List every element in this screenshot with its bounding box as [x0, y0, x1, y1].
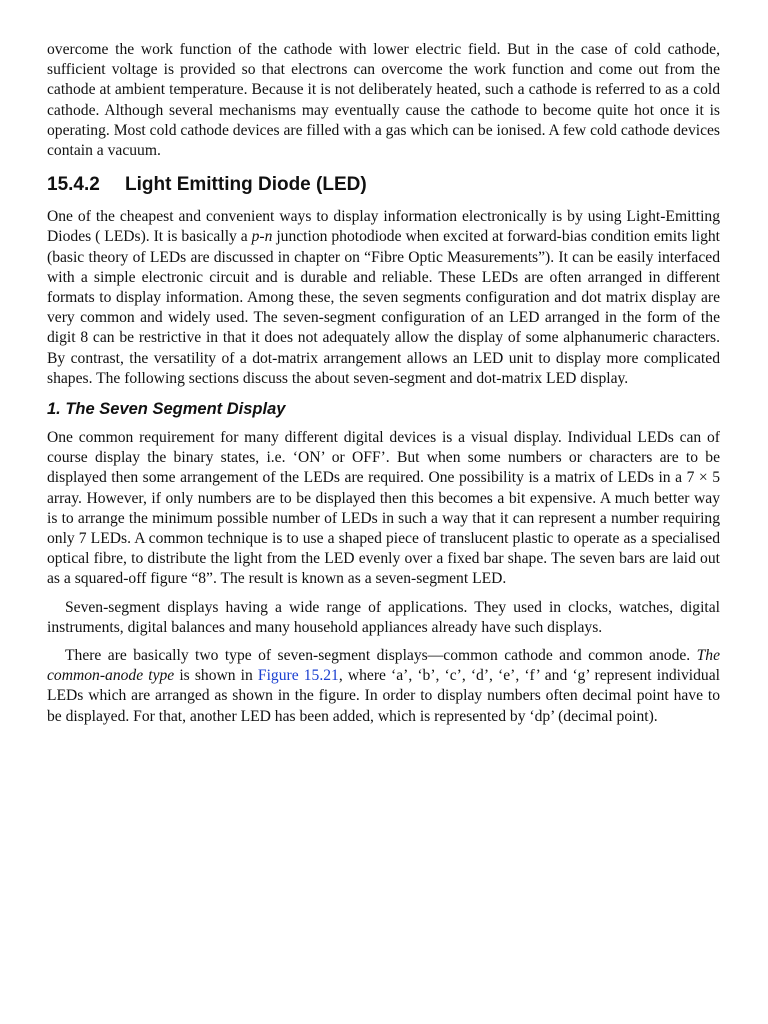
led-paragraph: [47, 207, 720, 389]
subsection-heading: 1. The Seven Segment Display: [47, 400, 286, 419]
paragraph-3-text-1: There are basically two type of seven-segment displays—common cathode and common anode.: [65, 647, 697, 665]
figure-reference-link[interactable]: Figure 15.21: [257, 667, 339, 685]
section-title: Light Emitting Diode (LED): [125, 174, 367, 196]
section-number: 15.4.2: [47, 174, 100, 196]
document-page: [47, 40, 720, 727]
section-heading: [47, 173, 720, 197]
common-anode-emphasis: The common-anode type: [47, 647, 720, 685]
pn-emphasis: p-n: [251, 228, 273, 246]
led-paragraph-text-2: junction photodiode when excited at forward-bias condition emits light (basic theory of LEDs are discussed in chapter on “Fibre Optic Measurements”). It can be easily interfaced with a simple electronic circuit and is durable and reliable. These LEDs are often arranged in different formats to display information. Among these, the seven segments configuration and dot matrix display are very common and widely used. The seven-segment configuration of an LED arranged in the form of the digit 8 can be restrictive in that it does not adequately allow the display of some alphanumeric characters. By contrast, the versatility of a dot-matrix arrangement allows an LED unit to display more complicated shapes. The following sections discuss the about seven-segment and dot-matrix LED display.: [47, 228, 720, 387]
paragraph-3-text-2: is shown in: [174, 667, 258, 685]
seven-segment-paragraph-1: One common requirement for many different digital devices is a visual display. Individual LEDs can of course display the binary states, i.e. ‘ON’ or OFF’. But when some numbers or characters are to be displayed then some arrangement of the LEDs are required. One possibility is a matrix of LEDs in a 7 × 5 array. However, if only numbers are to be displayed then this becomes a bit expensive. A much better way is to arrange the minimum possible number of LEDs in such a way that it can represent a number requiring only 7 LEDs. A common technique is to use a shaped piece of translucent plastic to operate as a specialised optical fibre, to distribute the light from the LED evenly over a fixed bar shape. The seven bars are laid out as a squared-off figure “8”. The result is known as a seven-segment LED.: [47, 429, 720, 588]
seven-segment-paragraph-3: [47, 646, 720, 727]
led-paragraph-text-1: One of the cheapest and convenient ways to display information electronically is by using Light-Emitting Diodes ( LEDs). It is basically a: [47, 208, 720, 246]
seven-segment-paragraph-2: Seven-segment displays having a wide range of applications. They used in clocks, watches, digital instruments, digital balances and many household appliances already have such displays.: [47, 598, 720, 636]
paragraph-3-text-3: , where ‘a’, ‘b’, ‘c’, ‘d’, ‘e’, ‘f’ and ‘g’ represent individual LEDs which are arranged as shown in the figure. In order to display numbers often decimal point have to be displayed. For that, another LED has been added, which is represented by ‘dp’ (decimal point).: [47, 667, 720, 725]
intro-paragraph: overcome the work function of the cathode with lower electric field. But in the case of cold cathode, sufficient voltage is provided so that electrons can overcome the work function and come out from the cathode at ambient temperature. Because it is not deliberately heated, such a cathode is referred to as a cold cathode. Although several mechanisms may eventually cause the cathode to become quite hot once it is operating. Most cold cathode devices are filled with a gas which can be ionised. A few cold cathode devices contain a vacuum.: [47, 41, 720, 160]
